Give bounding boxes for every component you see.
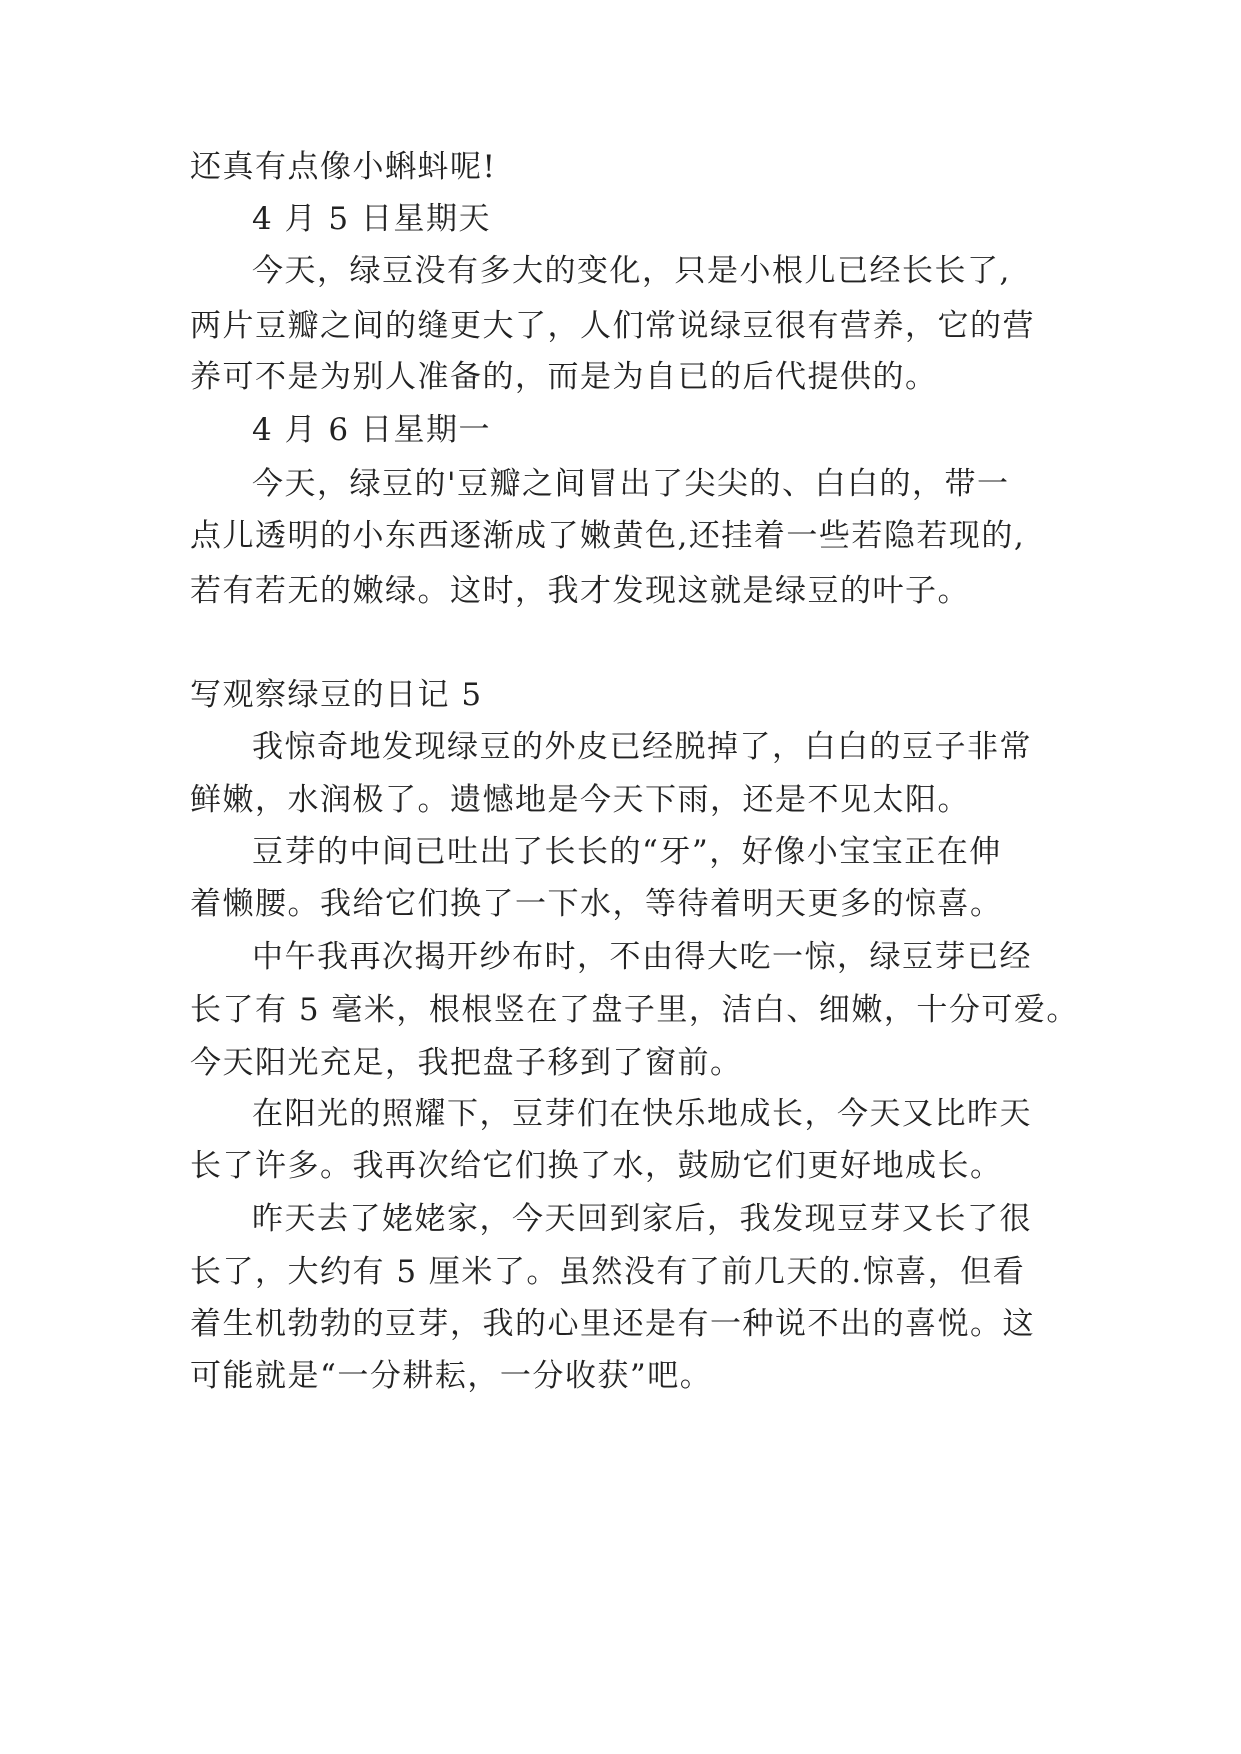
paragraph-line: 可能就是“一分耕耘，一分收获”吧。: [190, 1358, 713, 1394]
paragraph-line: 中午我再次揭开纱布时，不由得大吃一惊，绿豆芽已经: [252, 939, 1032, 975]
paragraph-line: 长了许多。我再次给它们换了水，鼓励它们更好地成长。: [190, 1148, 1003, 1184]
paragraph-line: 在阳光的照耀下，豆芽们在快乐地成长，今天又比昨天: [252, 1096, 1032, 1132]
paragraph-line: 鲜嫩，水润极了。遗憾地是今天下雨，还是不见太阳。: [190, 782, 970, 818]
paragraph-line: 养可不是为别人准备的，而是为自已的后代提供的。: [190, 359, 938, 395]
paragraph-line: 昨天去了姥姥家，今天回到家后，我发现豆芽又长了很: [252, 1201, 1032, 1237]
date-heading: 4 月 5 日星期天: [252, 201, 492, 237]
paragraph-line: 着懒腰。我给它们换了一下水，等待着明天更多的惊喜。: [190, 886, 1003, 922]
paragraph-line: 点儿透明的小东西逐渐成了嫩黄色,还挂着一些若隐若现的,: [190, 518, 1026, 554]
paragraph-line: 今天，绿豆没有多大的变化，只是小根儿已经长长了,: [252, 253, 1011, 289]
paragraph-line: 今天阳光充足，我把盘子移到了窗前。: [190, 1045, 743, 1081]
paragraph-line: 今天，绿豆的'豆瓣之间冒出了尖尖的、白白的，带一: [252, 466, 1010, 502]
paragraph-line: 若有若无的嫩绿。这时，我才发现这就是绿豆的叶子。: [190, 573, 970, 609]
paragraph-line: 两片豆瓣之间的缝更大了，人们常说绿豆很有营养，它的营: [190, 308, 1035, 344]
paragraph-line: 豆芽的中间已吐出了长长的“牙”，好像小宝宝正在伸: [252, 834, 1002, 870]
section-title: 写观察绿豆的日记 5: [190, 677, 483, 713]
paragraph-line: 我惊奇地发现绿豆的外皮已经脱掉了，白白的豆子非常: [252, 729, 1032, 765]
date-heading: 4 月 6 日星期一: [252, 412, 492, 448]
text-line: 还真有点像小蝌蚪呢!: [190, 149, 497, 185]
paragraph-line: 长了，大约有 5 厘米了。虽然没有了前几天的.惊喜，但看: [190, 1254, 1026, 1290]
paragraph-line: 着生机勃勃的豆芽，我的心里还是有一种说不出的喜悦。这: [190, 1306, 1035, 1342]
paragraph-line: 长了有 5 毫米，根根竖在了盘子里，洁白、细嫩，十分可爱。: [190, 992, 1079, 1028]
